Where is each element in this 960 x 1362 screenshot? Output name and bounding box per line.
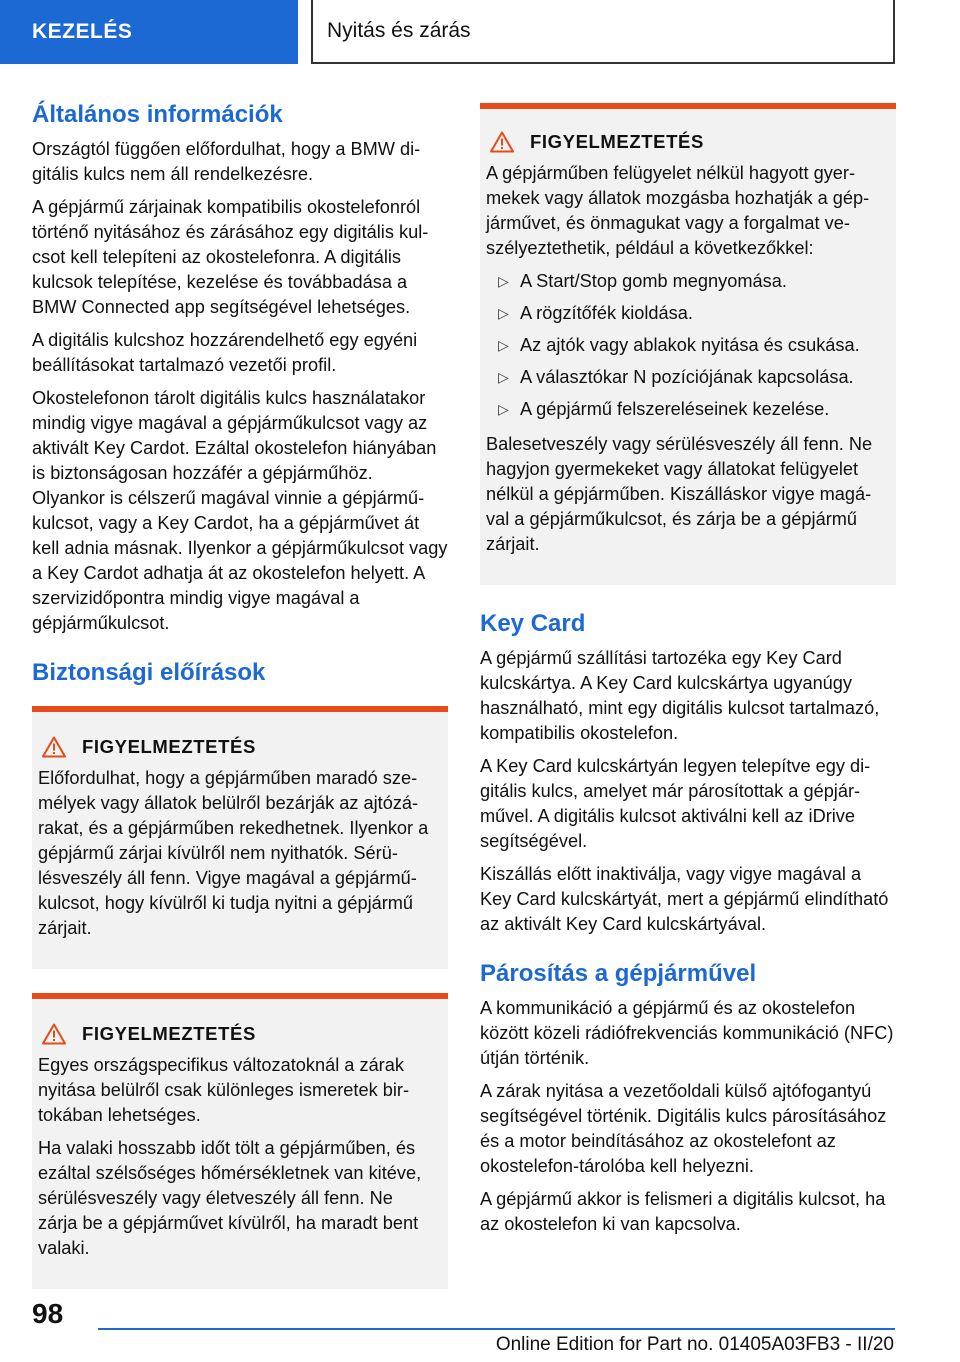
paragraph: Országtól függően előfordulhat, hogy a BMW digitális kulcs nem áll rendelkezésre. [32,139,421,184]
warning-triangle-icon [490,131,514,153]
warning-title: FIGYELMEZTETÉS [82,1023,256,1044]
paragraph: A kommunikáció a gépjármű és az okostelefon között közeli rádiófrekvenciás kommunikáció (NFC) útján történik. [480,998,894,1068]
warning-text: Balesetveszély vagy sérülésveszély áll fenn. Ne hagyjon gyermekeket vagy állatokat felügyelet nélkül a gépjárműben. Kiszálláskor vigye magával a gépjárműkulcsot, és zárja be a gépjármű zárjait. [486,434,873,554]
warning-header [490,131,882,153]
paragraph: Kiszállás előtt inaktiválja, vagy vigye magával a Key Card kulcskártyát, mert a gépjármű elindítható az aktivált Key Card kulcskártyával. [480,864,889,934]
page-header [0,0,960,66]
list-item: ▷ A Start/Stop gomb megnyomása. [486,269,882,294]
list-item: ▷ Az ajtók vagy ablakok nyitása és csukása. [486,333,882,358]
warning-triangle-icon [42,736,66,758]
triangle-bullet-icon: ▷ [498,401,509,417]
triangle-bullet-icon: ▷ [498,337,509,353]
list-item: ▷ A választókar N pozíciójának kapcsolása. [486,365,882,390]
warning-triangle-icon [42,1023,66,1045]
footer-divider [98,1328,895,1330]
warning-box [32,993,448,1289]
heading-general-info: Általános információk [32,101,283,128]
warning-text: Egyes országspecifikus változatoknál a zárak nyitása belülről csak különleges ismeretek birtokában lehetséges. [38,1055,409,1125]
edition-text: Online Edition for Part no. 01405A03FB3 - II/20 [495,1334,894,1355]
list-item: ▷ A rögzítőfék kioldása. [486,301,882,326]
warning-box [480,103,896,585]
heading-key-card: Key Card [480,610,586,637]
warning-title: FIGYELMEZTETÉS [530,131,704,152]
section-tab[interactable]: KEZELÉS [0,0,298,64]
page-number: 98 [32,1298,64,1329]
warning-header [42,1023,434,1045]
warning-box [32,706,448,969]
warning-text: A gépjárműben felügyelet nélkül hagyott gyermekek vagy állatok mozgásba hozhatják a gépjárművet, és önmagukat vagy a forgalmat veszélyeztethetik, például a következőkkel: [486,163,870,258]
page-footer [0,1290,960,1362]
warning-text: Ha valaki hosszabb időt tölt a gépjárműben, és ezáltal szélsőséges hőmérsékletnek van kitéve, sérülésveszély vagy életveszély áll fenn. Ne zárja be a gépjárművet kívülről, ha maradt bent valaki. [38,1138,422,1258]
bullet-list [486,269,882,422]
paragraph: A digitális kulcshoz hozzárendelhető egy egyéni beállításokat tartalmazó vezetői profil. [32,330,418,375]
paragraph: Okostelefonon tárolt digitális kulcs használatakor mindig vigye magával a gépjárműkulcsot vagy az aktivált Key Cardot. Ezáltal okostelefon hiányában is biztonságosan hozzáfér a gépjárműhöz. Olyankor is célszerű magával vinnie a gépjárműkulcsot, vagy a Key Cardot, ha a gépjárművet át kell adnia másnak. Ilyenkor a gépjárműkulcsot vagy a Key Cardot adhatja át az okostelefon helyett. A szervizidőpontra mindig vigye magával a gépjárműkulcsot. [32,388,448,633]
list-item: ▷ A gépjármű felszereléseinek kezelése. [486,397,882,422]
paragraph: A gépjármű zárjainak kompatibilis okostelefonról történő nyitásához és zárásához egy digitális kulcsot kell telepíteni az okostelefonra. A digitális kulcsok telepítése, kezelése és továbbadása a BMW Connected app segítségével lehetséges. [32,197,429,317]
warning-header [42,736,434,758]
paragraph: A gépjármű szállítási tartozéka egy Key Card kulcskártya. A Key Card kulcskártya ugyanúgy használható, mint egy digitális kulcsot tartalmazó, kompatibilis okostelefon. [480,648,880,743]
warning-title: FIGYELMEZTETÉS [82,736,256,757]
warning-text: Előfordulhat, hogy a gépjárműben maradó személyek vagy állatok belülről bezárják az ajtózárakat, és a gépjárműben rekedhetnek. Ilyenkor a gépjármű zárjai kívülről nem nyithatók. Sérülésveszély áll fenn. Vigye magával a gépjárműkulcsot, hogy kívülről ki tudja nyitni a gépjármű zárjait. [38,768,429,938]
right-column [480,103,896,1245]
heading-safety: Biztonsági előírások [32,659,266,686]
paragraph: A zárak nyitása a vezetőoldali külső ajtófogantyú segítségével történik. Digitális kulcs párosításához és a motor beindításához az okostelefont az okostelefon-tárolóba kell helyezni. [480,1081,887,1176]
chapter-title: Nyitás és zárás [311,0,895,64]
heading-pairing: Párosítás a gépjárművel [480,960,757,987]
left-column [32,100,448,1313]
triangle-bullet-icon: ▷ [498,305,509,321]
paragraph: A Key Card kulcskártyán legyen telepítve egy digitális kulcs, amelyet már párosítottak a gépjárművel. A digitális kulcsot aktiválni kell az iDrive segítségével. [480,756,871,851]
triangle-bullet-icon: ▷ [498,273,509,289]
triangle-bullet-icon: ▷ [498,369,509,385]
paragraph: A gépjármű akkor is felismeri a digitális kulcsot, ha az okostelefon ki van kapcsolva. [480,1189,886,1234]
